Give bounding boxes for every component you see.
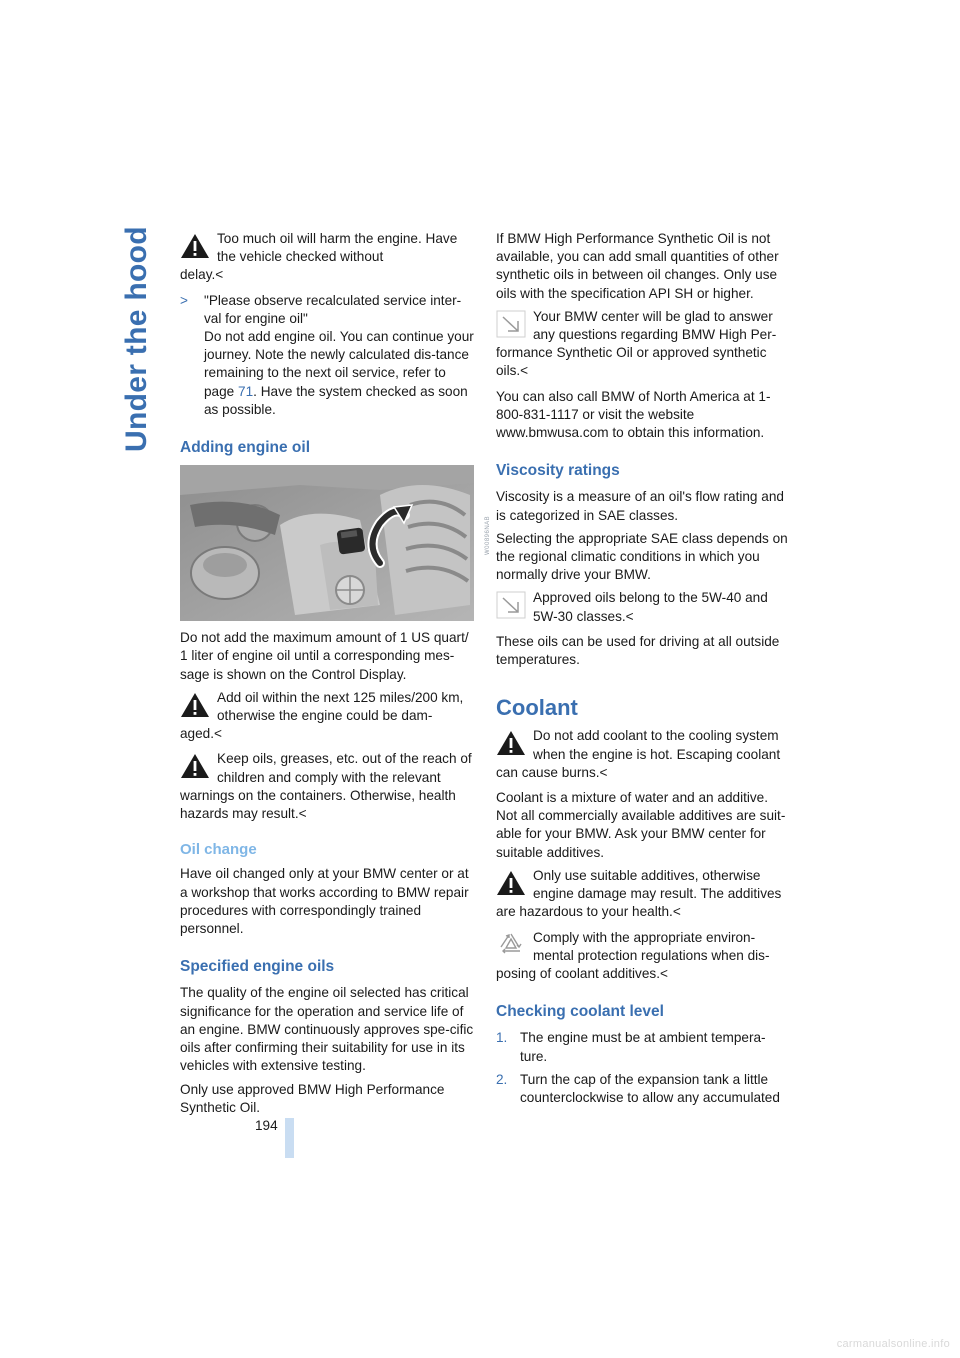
note-text-rest: formance Synthetic Oil or approved synthetic oils.< [496, 345, 767, 379]
warning-text-first: Do not add coolant to the cooling system when the engine is hot. Escaping coolant [533, 728, 781, 762]
paragraph-call-bmw: You can also call BMW of North America at 1-800-831-1117 or visit the website www.bmwusa.com to obtain this information. [496, 388, 771, 441]
warning-note-too-much-oil [180, 230, 475, 285]
paragraph-max-amount: Do not add the maximum amount of 1 US quart/ 1 liter of engine oil until a corresponding mes-sage is shown on the Control Display. [180, 630, 469, 682]
warning-text-first: Only use suitable additives, otherwise engine damage may result. The additives [533, 867, 782, 902]
engine-bay-illustration [180, 465, 474, 621]
list-item [496, 1071, 791, 1107]
recycle-icon [496, 931, 526, 959]
warning-triangle-icon [496, 729, 526, 757]
warning-text-first: Keep oils, greases, etc. out of the reach of children and comply with the relevant [217, 751, 472, 785]
warning-triangle-icon [180, 232, 210, 260]
paragraph-only-use: Only use approved BMW High Performance Synthetic Oil. [180, 1081, 445, 1115]
warning-triangle-icon [180, 752, 210, 780]
note-text-first: Approved oils belong to the 5W-40 and 5W-30 classes.< [533, 590, 768, 624]
bullet-title: "Please observe recalculated service inter-val for engine oil" [204, 292, 462, 326]
paragraph-viscosity-3: These oils can be used for driving at all outside temperatures. [496, 633, 780, 668]
paragraph-viscosity-1: Viscosity is a measure of an oil's flow rating and is categorized in SAE classes. [496, 489, 784, 523]
step-text: The engine must be at ambient tempera-ture. [520, 1030, 766, 1064]
warning-text-rest: are hazardous to your health.< [496, 904, 681, 920]
list-item [496, 1029, 791, 1065]
paragraph-coolant: Coolant is a mixture of water and an additive. Not all commercially available additives are suit-able for your BMW. Ask your BMW center for suitable additives. [496, 790, 786, 860]
page-number-bar [285, 1118, 294, 1158]
heading-specified-engine-oils: Specified engine oils [180, 958, 335, 976]
environment-note [496, 929, 791, 984]
warning-text-rest: aged.< [180, 726, 222, 742]
bullet-marker: > [180, 292, 188, 308]
paragraph-oil-change: Have oil changed only at your BMW center or at a workshop that works according to BMW repair procedures with correspondingly trained personnel. [180, 866, 469, 937]
note-text-first: Comply with the appropriate environ-mental protection regulations when dis- [533, 929, 770, 963]
bullet-body: Do not add engine oil. You can continue your journey. Note the newly calculated dis-tance remaining to the next oil service, refer to page 71. Have the system checked as soon as possible. [204, 329, 474, 417]
step-number: 2. [496, 1071, 508, 1087]
info-note-approved-oils [496, 589, 791, 625]
warning-text-first: Add oil within the next 125 miles/200 km, otherwise the engine could be dam- [217, 689, 464, 724]
engine-bay-photo [180, 465, 491, 621]
warning-triangle-icon [180, 691, 210, 719]
info-note-bmw-center [496, 308, 791, 381]
message-bullet [180, 292, 475, 419]
warning-text-rest: can cause burns.< [496, 764, 608, 780]
footer-watermark: carmanualsonline.info [836, 1338, 950, 1350]
heading-coolant: Coolant [496, 695, 578, 721]
section-title: Under the hood [120, 226, 153, 452]
warning-note-keep-oils [180, 750, 475, 823]
heading-oil-change: Oil change [180, 841, 257, 859]
warning-note-add-oil [180, 689, 475, 744]
note-arrow-icon [496, 591, 526, 619]
step-number: 1. [496, 1030, 508, 1046]
warning-text-rest: delay.< [180, 267, 224, 283]
page-link[interactable]: 71 [238, 383, 254, 399]
photo-watermark: W00896NAB [485, 516, 491, 556]
warning-triangle-icon [496, 869, 526, 897]
paragraph-oil-quality: The quality of the engine oil selected has critical significance for the operation and service life of an engine. BMW continuously approves spe-cific oils after confirming their suitability for use in its vehicles with extensive testing. [180, 985, 474, 1074]
warning-text-first: Too much oil will harm the engine. Have the vehicle checked without [217, 231, 458, 265]
warning-text-rest: warnings on the containers. Otherwise, health hazards may result.< [180, 787, 456, 822]
step-text: Turn the cap of the expansion tank a little counterclockwise to allow any accumulated [520, 1071, 780, 1105]
paragraph-viscosity-2: Selecting the appropriate SAE class depends on the regional climatic conditions in which you normally drive your BMW. [496, 530, 788, 583]
note-text-first: Your BMW center will be glad to answer any questions regarding BMW High Per- [533, 308, 777, 343]
warning-note-additives [496, 867, 791, 922]
heading-checking-coolant-level: Checking coolant level [496, 1003, 664, 1021]
heading-viscosity-ratings: Viscosity ratings [496, 462, 620, 480]
heading-adding-engine-oil: Adding engine oil [180, 439, 311, 457]
note-arrow-icon [496, 310, 526, 338]
left-column [180, 230, 491, 1122]
right-column [496, 230, 791, 1112]
paragraph-synthetic-oil: If BMW High Performance Synthetic Oil is not available, you can add small quantities of other synthetic oils in between oil changes. Only use oils with the specification API SH or higher. [496, 231, 779, 301]
page-number: 194 [255, 1118, 278, 1133]
note-text-rest: posing of coolant additives.< [496, 965, 668, 981]
warning-note-hot-coolant [496, 727, 791, 782]
section-sidebar-title [116, 226, 156, 452]
